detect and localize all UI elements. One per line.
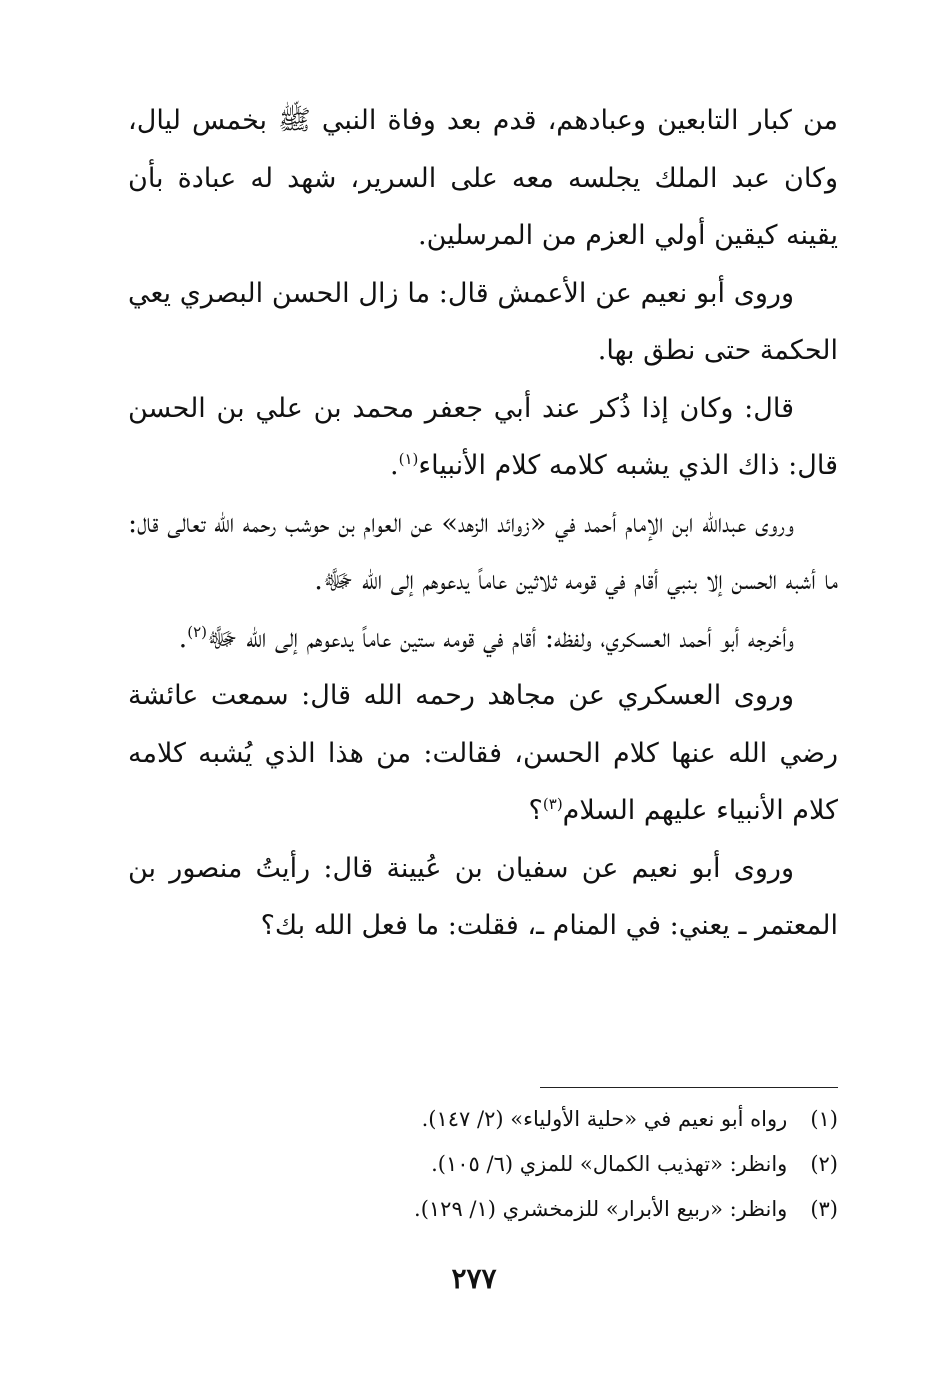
paragraph-6-text: وروى العسكري عن مجاهد رحمه الله قال: سمعت عائشة رضي الله عنها كلام الحسن، فقالت: من هذا الذي يُشبه كلامه كلام الأنبياء عليهم السلام — [128, 680, 838, 826]
paragraph-5-text: وأخرجه أبو أحمد العسكري، ولفظه: أقام في قومه ستين عاماً يدعوهم إلى الله ﷻ — [207, 622, 794, 654]
footnote-ref-3[interactable]: (٣) — [542, 795, 563, 813]
footnote-2 — [300, 1142, 838, 1187]
paragraph-1-text: من كبار التابعين وعبادهم، قدم بعد وفاة النبي ﷺ بخمس ليال، وكان عبد الملك يجلسه معه على السرير، شهد له عبادة بأن يقينه كيقين أولي العزم من المرسلين. — [128, 105, 838, 251]
footnote-3 — [300, 1187, 838, 1232]
paragraph-6-tail: ؟ — [528, 795, 543, 826]
paragraph-6 — [128, 667, 838, 840]
footnote-3-number: (٣) — [810, 1197, 838, 1221]
paragraph-3 — [128, 380, 838, 495]
paragraph-5-tail: . — [178, 622, 188, 654]
paragraph-3-tail: . — [390, 450, 399, 481]
footnote-3-text: وانظر: «ربيع الأبرار» للزمخشري (١/ ١٢٩). — [414, 1197, 788, 1221]
footnote-1 — [300, 1097, 838, 1142]
footnote-ref-1[interactable]: (١) — [398, 450, 419, 468]
footnotes — [300, 1097, 838, 1232]
footnote-2-number: (٢) — [810, 1152, 838, 1176]
paragraph-4-text: وروى عبدالله ابن الإمام أحمد في «زوائد الزهد» عن العوام بن حوشب رحمه الله تعالى قال: ما أشبه الحسن إلا بنبي أقام في قومه ثلاثين عاماً يدعوهم إلى الله ﷻ. — [128, 507, 838, 596]
footnote-1-text: رواه أبو نعيم في «حلية الأولياء» (٢/ ١٤٧). — [421, 1107, 788, 1131]
paragraph-4 — [128, 495, 838, 610]
paragraph-5 — [128, 610, 838, 668]
paragraph-1 — [128, 92, 838, 265]
paragraph-2 — [128, 265, 838, 380]
paragraph-7-text: وروى أبو نعيم عن سفيان بن عُيينة قال: رأيتُ منصور بن المعتمر ـ يعني: في المنام ـ، فقلت: ما فعل الله بك؟ — [128, 852, 838, 941]
page-body — [128, 92, 838, 955]
footnote-divider — [540, 1087, 838, 1088]
footnote-ref-2[interactable]: (٢) — [187, 622, 207, 641]
paragraph-3-text: قال: وكان إذا ذُكر عند أبي جعفر محمد بن علي بن الحسن قال: ذاك الذي يشبه كلامه كلام الأنبياء — [128, 392, 838, 481]
paragraph-7 — [128, 840, 838, 955]
footnote-2-text: وانظر: «تهذيب الكمال» للمزي (٦/ ١٠٥). — [431, 1152, 788, 1176]
page-number: ٢٧٧ — [451, 1262, 497, 1295]
paragraph-2-text: وروى أبو نعيم عن الأعمش قال: ما زال الحسن البصري يعي الحكمة حتى نطق بها. — [128, 277, 838, 366]
footnote-1-number: (١) — [810, 1107, 838, 1131]
